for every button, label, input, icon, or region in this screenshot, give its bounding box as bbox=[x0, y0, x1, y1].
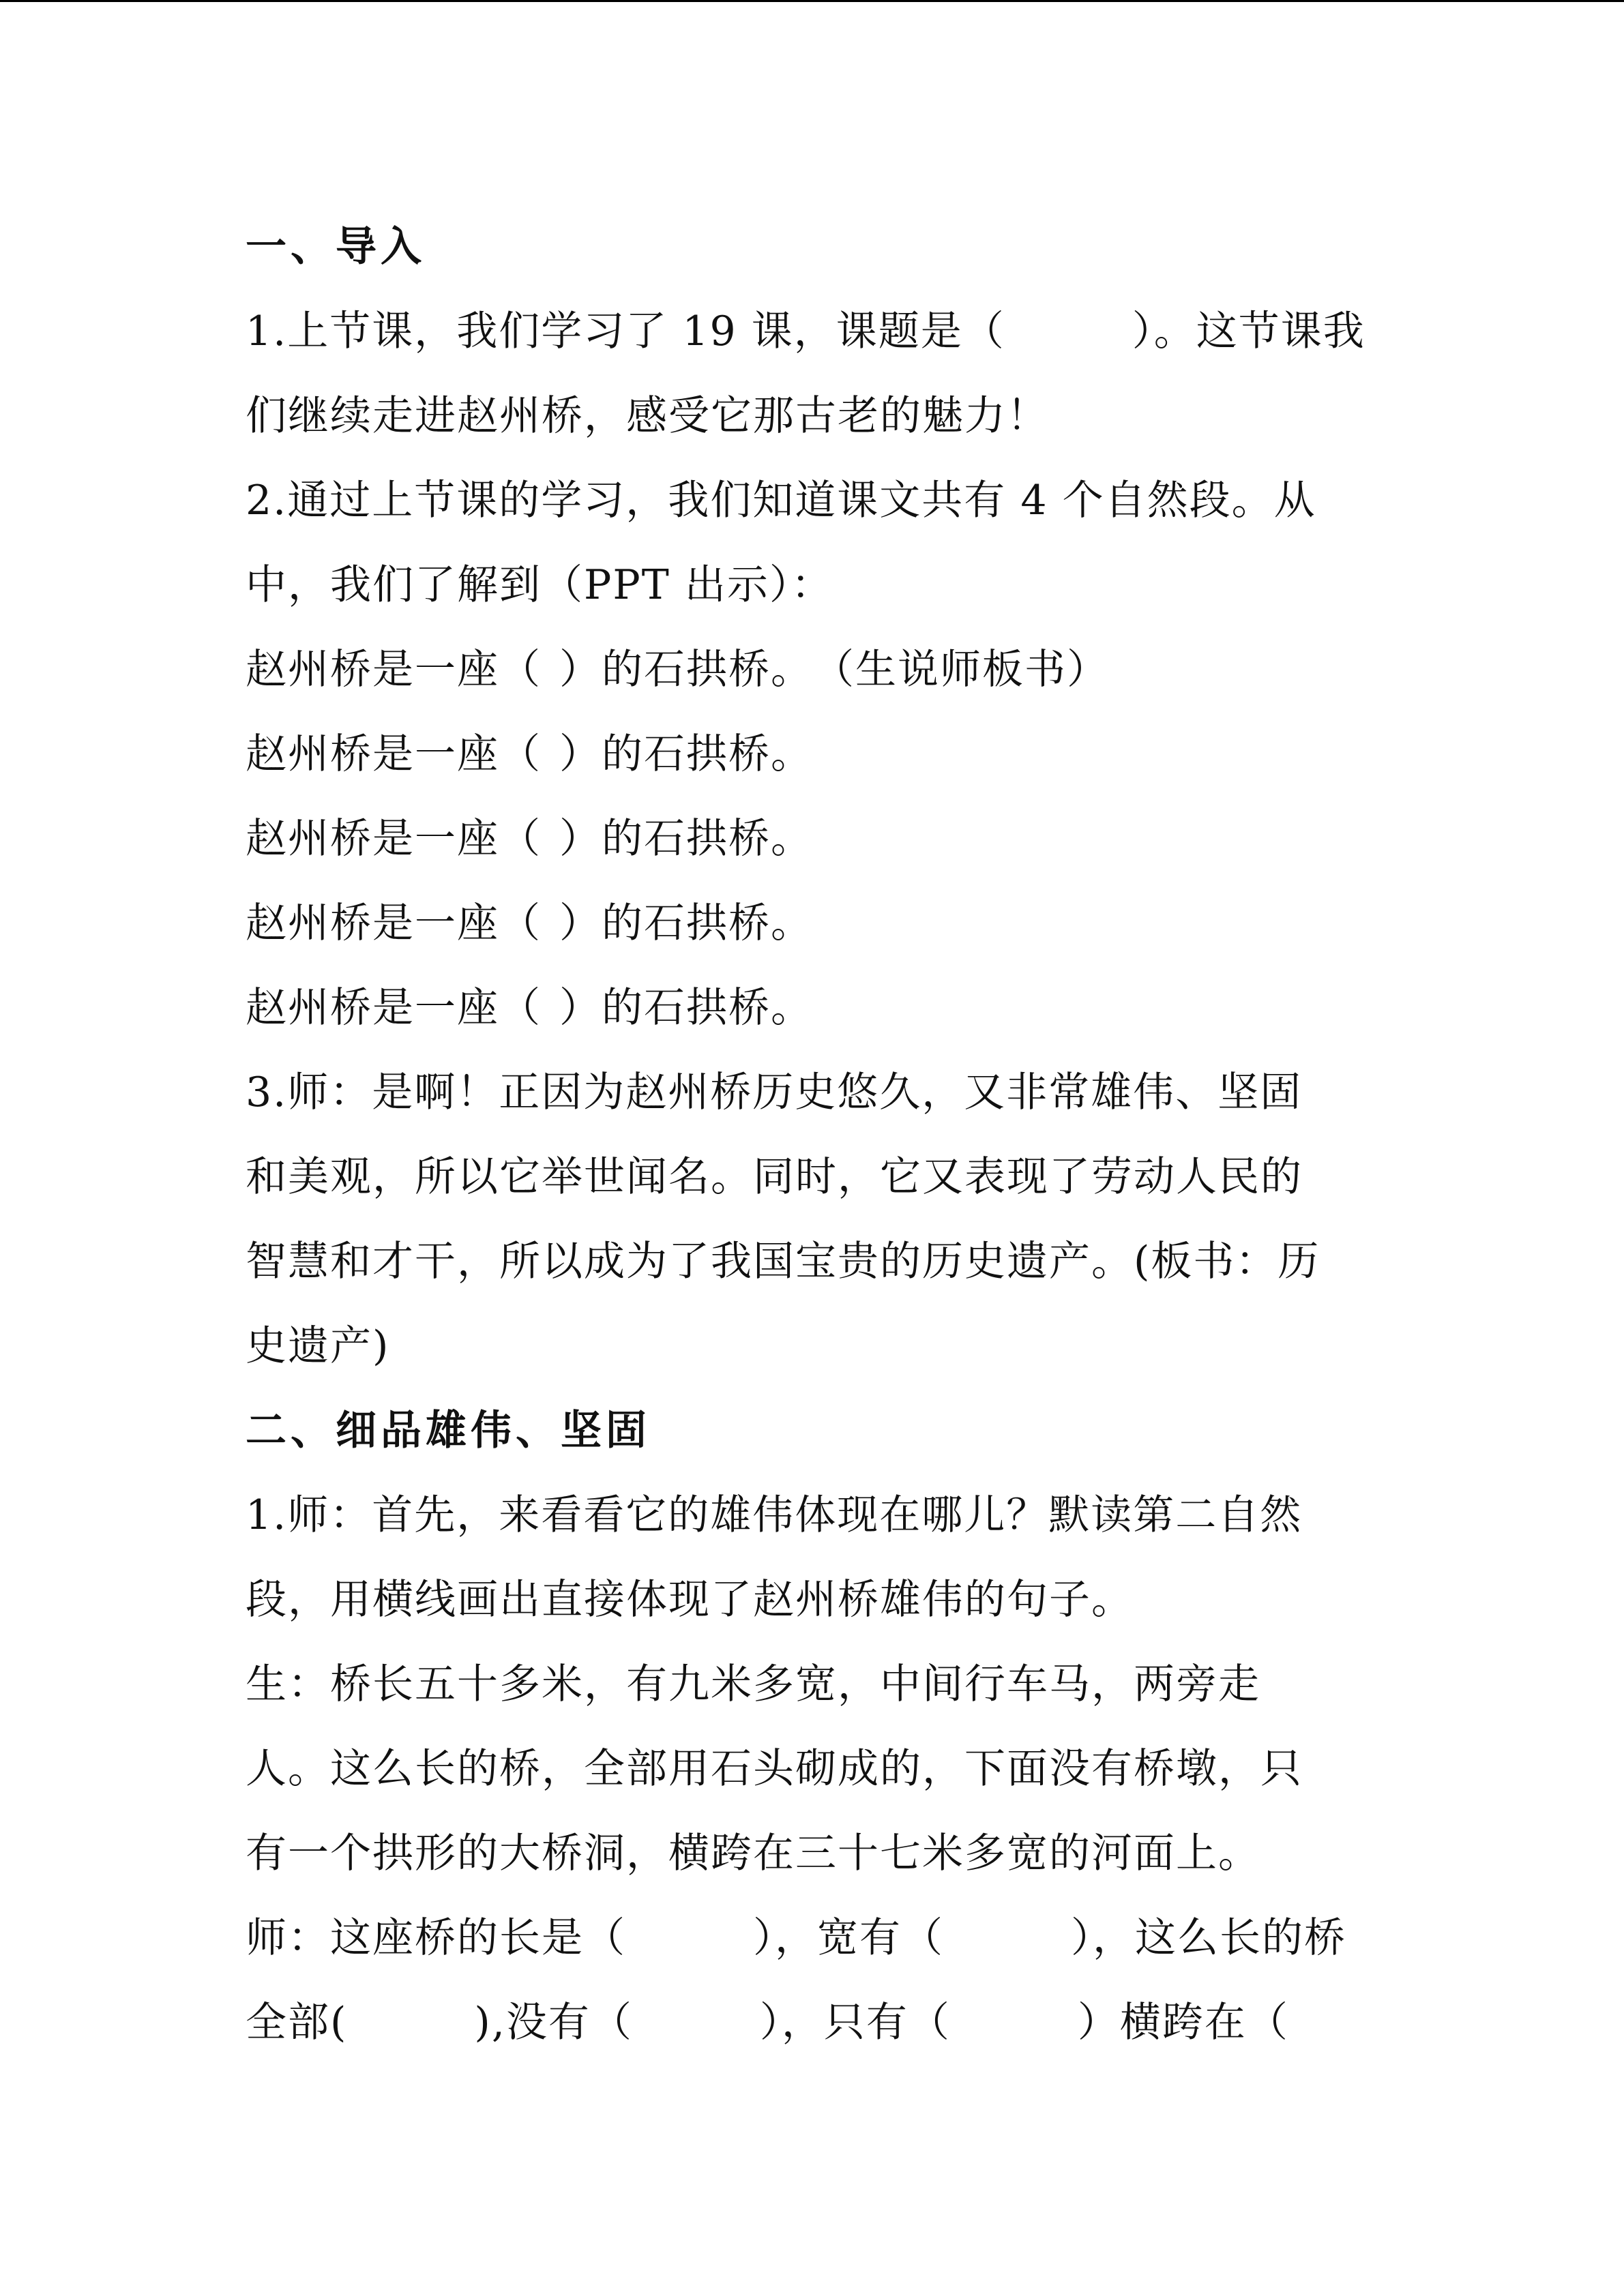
lesson-content bbox=[246, 205, 1419, 2065]
teacher-prompt-line: 师：这座桥的长是（ ），宽有（ ），这么长的桥 bbox=[246, 1914, 1346, 1962]
paragraph-line: 和美观，所以它举世闻名。同时，它又表现了劳动人民的 bbox=[246, 1153, 1303, 1201]
fill-blank-prefix: 赵州桥是一座（ bbox=[246, 646, 542, 694]
teacher-prompt-line: 全部( ),没有（ ），只有（ ）横跨在（ bbox=[246, 1999, 1289, 2046]
paragraph-line: 们继续走进赵州桥，感受它那古老的魅力！ bbox=[246, 392, 1049, 440]
fill-blank-prefix: 赵州桥是一座（ bbox=[246, 984, 542, 1032]
student-answer-line: 人。这么长的桥，全部用石头砌成的，下面没有桥墩，只 bbox=[246, 1745, 1303, 1793]
fill-blank-note: （生说师板书） bbox=[813, 646, 1109, 694]
paragraph-line: 中，我们了解到（PPT 出示）： bbox=[246, 561, 833, 609]
section-heading-intro: 一、导入 bbox=[246, 223, 426, 271]
paragraph-line: 段，用横线画出直接体现了赵州桥雄伟的句子。 bbox=[246, 1576, 1134, 1624]
student-answer-line: 生：桥长五十多米，有九米多宽，中间行车马，两旁走 bbox=[246, 1660, 1260, 1708]
fill-blank-row bbox=[246, 627, 1419, 712]
fill-blank-row bbox=[246, 796, 1419, 881]
fill-blank-suffix: ）的石拱桥。 bbox=[559, 984, 813, 1032]
fill-blank-suffix: ）的石拱桥。 bbox=[559, 730, 813, 778]
fill-blank-row bbox=[246, 881, 1419, 966]
student-answer-line: 有一个拱形的大桥洞，横跨在三十七米多宽的河面上。 bbox=[246, 1830, 1260, 1877]
fill-blank-prefix: 赵州桥是一座（ bbox=[246, 899, 542, 947]
paragraph-line: 3.师：是啊！正因为赵州桥历史悠久，又非常雄伟、坚固 bbox=[246, 1069, 1303, 1116]
fill-blank-row bbox=[246, 966, 1419, 1050]
section-heading-majestic-solid: 二、细品雄伟、坚固 bbox=[246, 1407, 651, 1455]
paragraph-line: 智慧和才干，所以成为了我国宝贵的历史遗产。(板书：历 bbox=[246, 1238, 1320, 1285]
paragraph-line: 1.上节课，我们学习了 19 课，课题是（ ）。这节课我 bbox=[246, 308, 1365, 355]
fill-blank-suffix: ）的石拱桥。 bbox=[559, 815, 813, 863]
fill-blank-row bbox=[246, 712, 1419, 796]
paragraph-line: 2.通过上节课的学习，我们知道课文共有 4 个自然段。从 bbox=[246, 477, 1316, 524]
paragraph-line: 史遗产) bbox=[246, 1322, 390, 1370]
fill-blank-suffix: ）的石拱桥。 bbox=[559, 899, 813, 947]
fill-blank-suffix: ）的石拱桥。 bbox=[559, 646, 813, 694]
fill-blank-prefix: 赵州桥是一座（ bbox=[246, 815, 542, 863]
top-border-line bbox=[0, 0, 1624, 2]
paragraph-line: 1.师：首先，来看看它的雄伟体现在哪儿？默读第二自然 bbox=[246, 1491, 1303, 1539]
fill-blank-prefix: 赵州桥是一座（ bbox=[246, 730, 542, 778]
